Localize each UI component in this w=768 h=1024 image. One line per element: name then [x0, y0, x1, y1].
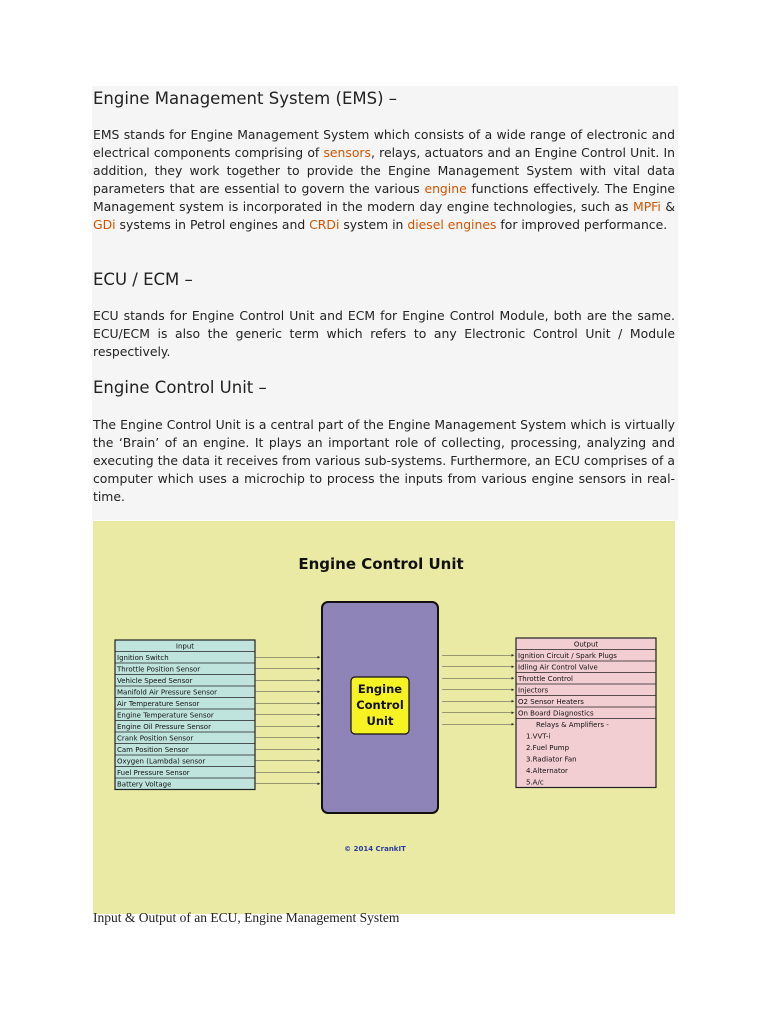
output-table	[516, 638, 656, 788]
heading-ecu: ECU / ECM –	[93, 270, 193, 289]
input-row-label: Cam Position Sensor	[117, 745, 189, 754]
relay-item: 1.VVT-i	[526, 732, 551, 741]
relay-item: 5.A/c	[526, 778, 544, 787]
ecu-diagram	[93, 521, 675, 914]
link-engine[interactable]: engine	[424, 180, 467, 196]
output-row-label: Idling Air Control Valve	[518, 663, 598, 672]
ems-text-5: systems in Petrol engines and	[115, 216, 310, 232]
output-table-header: Output	[573, 640, 599, 649]
heading-engine-control-unit: Engine Control Unit –	[93, 378, 267, 397]
relay-item: 3.Radiator Fan	[526, 755, 577, 764]
ecu-diagram-svg	[93, 521, 675, 914]
ems-text-2: , relays, actuators and an Engine Control Unit. In addition, they work together to provide the Engine Management System with vital data parameters that are essential to govern the various	[93, 144, 675, 196]
ems-text-7: for improved performance.	[496, 216, 668, 232]
paragraph-ems	[93, 126, 675, 233]
input-row-label: Vehicle Speed Sensor	[117, 676, 193, 685]
ecu-label-line-3: Unit	[366, 714, 394, 728]
link-crdi[interactable]: CRDi	[309, 216, 340, 232]
input-row-label: Engine Oil Pressure Sensor	[117, 722, 211, 731]
ems-text-6: system in	[339, 216, 408, 232]
figure-caption: Input & Output of an ECU, Engine Management System	[93, 910, 400, 925]
ecu-label-line-2: Control	[356, 698, 404, 712]
output-row-label: Throttle Control	[518, 674, 573, 683]
input-row-label: Engine Temperature Sensor	[117, 711, 214, 720]
input-row-label: Air Temperature Sensor	[117, 699, 200, 708]
output-row-label: O2 Sensor Heaters	[518, 697, 584, 706]
input-table-header: Input	[175, 642, 195, 651]
input-row-label: Throttle Position Sensor	[117, 665, 201, 674]
paragraph-engine-control-unit: The Engine Control Unit is a central part of the Engine Management System which is virtually the ‘Brain’ of an engine. It plays an important role of collecting, processing, analyzing and executing the data it receives from various sub-systems. Furthermore, an ECU comprises of a computer which uses a microchip to process the inputs from various engine sensors in real-time.	[93, 417, 675, 504]
input-row-label: Oxygen (Lambda) sensor	[117, 757, 206, 766]
copyright-text: © 2014 CrankIT	[344, 845, 406, 853]
input-row-label: Battery Voltage	[117, 780, 172, 789]
input-row-label: Manifold Air Pressure Sensor	[117, 688, 218, 697]
link-gdi[interactable]: GDi	[93, 216, 116, 232]
ems-text-4: &	[660, 198, 675, 214]
link-diesel-engines[interactable]: diesel engines	[407, 216, 497, 232]
output-row-label: On Board Diagnostics	[518, 709, 594, 718]
heading-ems: Engine Management System (EMS) –	[93, 89, 398, 108]
link-sensors[interactable]: sensors	[323, 144, 371, 160]
input-table	[115, 640, 255, 790]
relays-header: Relays & Amplifiers -	[536, 720, 609, 729]
ems-text-3: functions effectively. The Engine Management system is incorporated in the modern day engine technologies, such as	[93, 180, 675, 214]
output-row-label: Injectors	[518, 686, 549, 695]
paragraph-ecu: ECU stands for Engine Control Unit and ECM for Engine Control Module, both are the same. ECU/ECM is also the generic term which refers to any Electronic Control Unit / Module respectively.	[93, 308, 675, 359]
input-row-label: Crank Position Sensor	[117, 734, 194, 743]
relay-item: 2.Fuel Pump	[526, 743, 570, 752]
input-row-label: Ignition Switch	[117, 653, 169, 662]
link-mpfi[interactable]: MPFi	[633, 198, 661, 214]
output-row-label: Ignition Circuit / Spark Plugs	[518, 651, 617, 660]
ecu-label-line-1: Engine	[357, 682, 403, 696]
diagram-title: Engine Control Unit	[298, 555, 464, 573]
ems-text-1: EMS stands for Engine Management System which consists of a wide range of electronic and electrical components comprising of	[93, 127, 675, 160]
relay-item: 4.Alternator	[526, 766, 568, 775]
input-row-label: Fuel Pressure Sensor	[117, 768, 190, 777]
